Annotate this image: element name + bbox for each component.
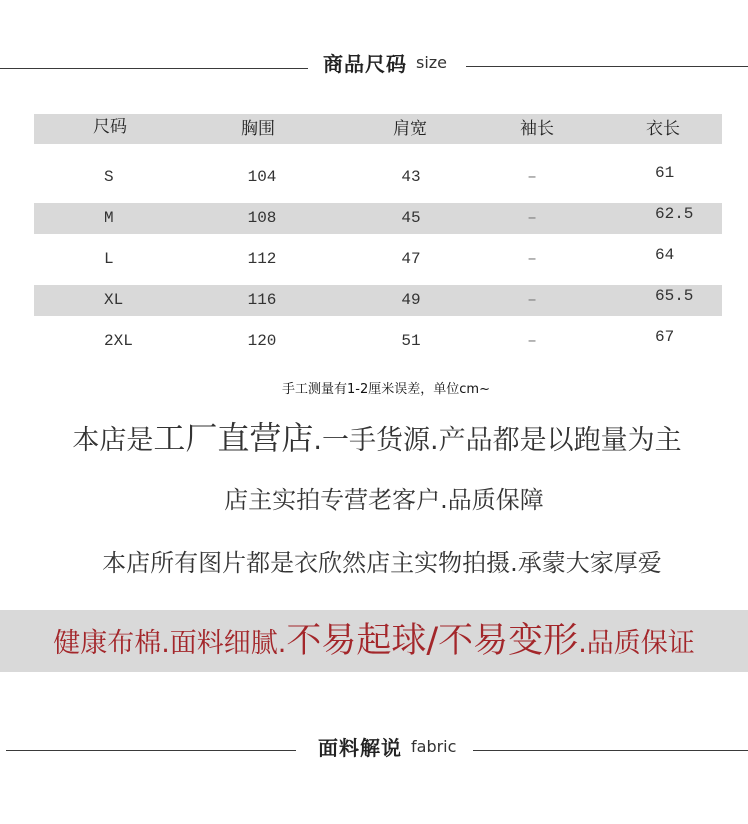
statement-real-photos: 本店所有图片都是衣欣然店主实物拍摄.承蒙大家厚爱	[102, 549, 662, 577]
header-length: 衣长	[646, 119, 680, 139]
measurement-note: 手工测量有1-2厘米误差，单位cm~	[282, 382, 490, 397]
fabric-section-title: 面料解说	[318, 735, 402, 760]
quality-banner-text	[0, 610, 748, 672]
size-section-subtitle: size	[416, 52, 448, 72]
table-row	[34, 285, 722, 316]
cell-sleeve: –	[527, 291, 537, 309]
quality-banner-highlight: 不易起球/不易变形	[286, 621, 579, 661]
cell-chest: 108	[247, 209, 277, 227]
cell-shoulder: 43	[401, 168, 421, 186]
cell-size: M	[104, 209, 114, 227]
cell-length: 67	[655, 328, 675, 346]
cell-length: 62.5	[655, 205, 694, 223]
statement-factory-direct-prefix: 本店是	[72, 425, 154, 456]
cell-sleeve: –	[527, 168, 537, 186]
statement-factory-direct	[6, 418, 748, 458]
table-row	[34, 244, 722, 275]
table-row	[34, 203, 722, 234]
table-row	[34, 326, 722, 357]
cell-shoulder: 47	[401, 250, 421, 268]
cell-size: S	[104, 168, 114, 186]
cell-chest: 116	[247, 291, 277, 309]
size-header-rule-right	[466, 66, 748, 67]
header-size: 尺码	[93, 117, 127, 137]
cell-sleeve: –	[527, 250, 537, 268]
cell-length: 64	[655, 246, 675, 264]
cell-sleeve: –	[527, 332, 537, 350]
cell-shoulder: 45	[401, 209, 421, 227]
statement-owner-photos: 店主实拍专营老客户.品质保障	[224, 486, 544, 514]
quality-banner-prefix: 健康布棉.面料细腻.	[53, 628, 287, 659]
statement-factory-direct-highlight: 工厂直营店	[153, 419, 314, 457]
cell-shoulder: 51	[401, 332, 421, 350]
cell-sleeve: –	[527, 209, 537, 227]
quality-banner	[0, 610, 748, 672]
header-sleeve: 袖长	[520, 119, 554, 139]
cell-size: L	[104, 250, 114, 268]
fabric-section-subtitle: fabric	[411, 736, 457, 756]
size-section-title: 商品尺码	[323, 51, 407, 76]
fabric-header-rule-left	[6, 750, 296, 751]
cell-length: 61	[655, 164, 675, 182]
cell-chest: 112	[247, 250, 277, 268]
cell-size: 2XL	[104, 332, 133, 350]
cell-size: XL	[104, 291, 124, 309]
size-header-rule-left	[0, 68, 308, 69]
cell-shoulder: 49	[401, 291, 421, 309]
quality-banner-suffix: .品质保证	[578, 628, 695, 659]
table-row	[34, 162, 722, 193]
fabric-section-header	[318, 733, 456, 759]
header-shoulder: 肩宽	[393, 119, 427, 139]
fabric-header-rule-right	[473, 750, 748, 751]
cell-chest: 104	[247, 168, 277, 186]
header-chest: 胸围	[241, 119, 275, 139]
cell-length: 65.5	[655, 287, 694, 305]
statement-factory-direct-suffix: .一手货源.产品都是以跑量为主	[313, 425, 682, 456]
size-table-header	[34, 114, 722, 144]
cell-chest: 120	[247, 332, 277, 350]
size-section-header	[323, 49, 447, 75]
